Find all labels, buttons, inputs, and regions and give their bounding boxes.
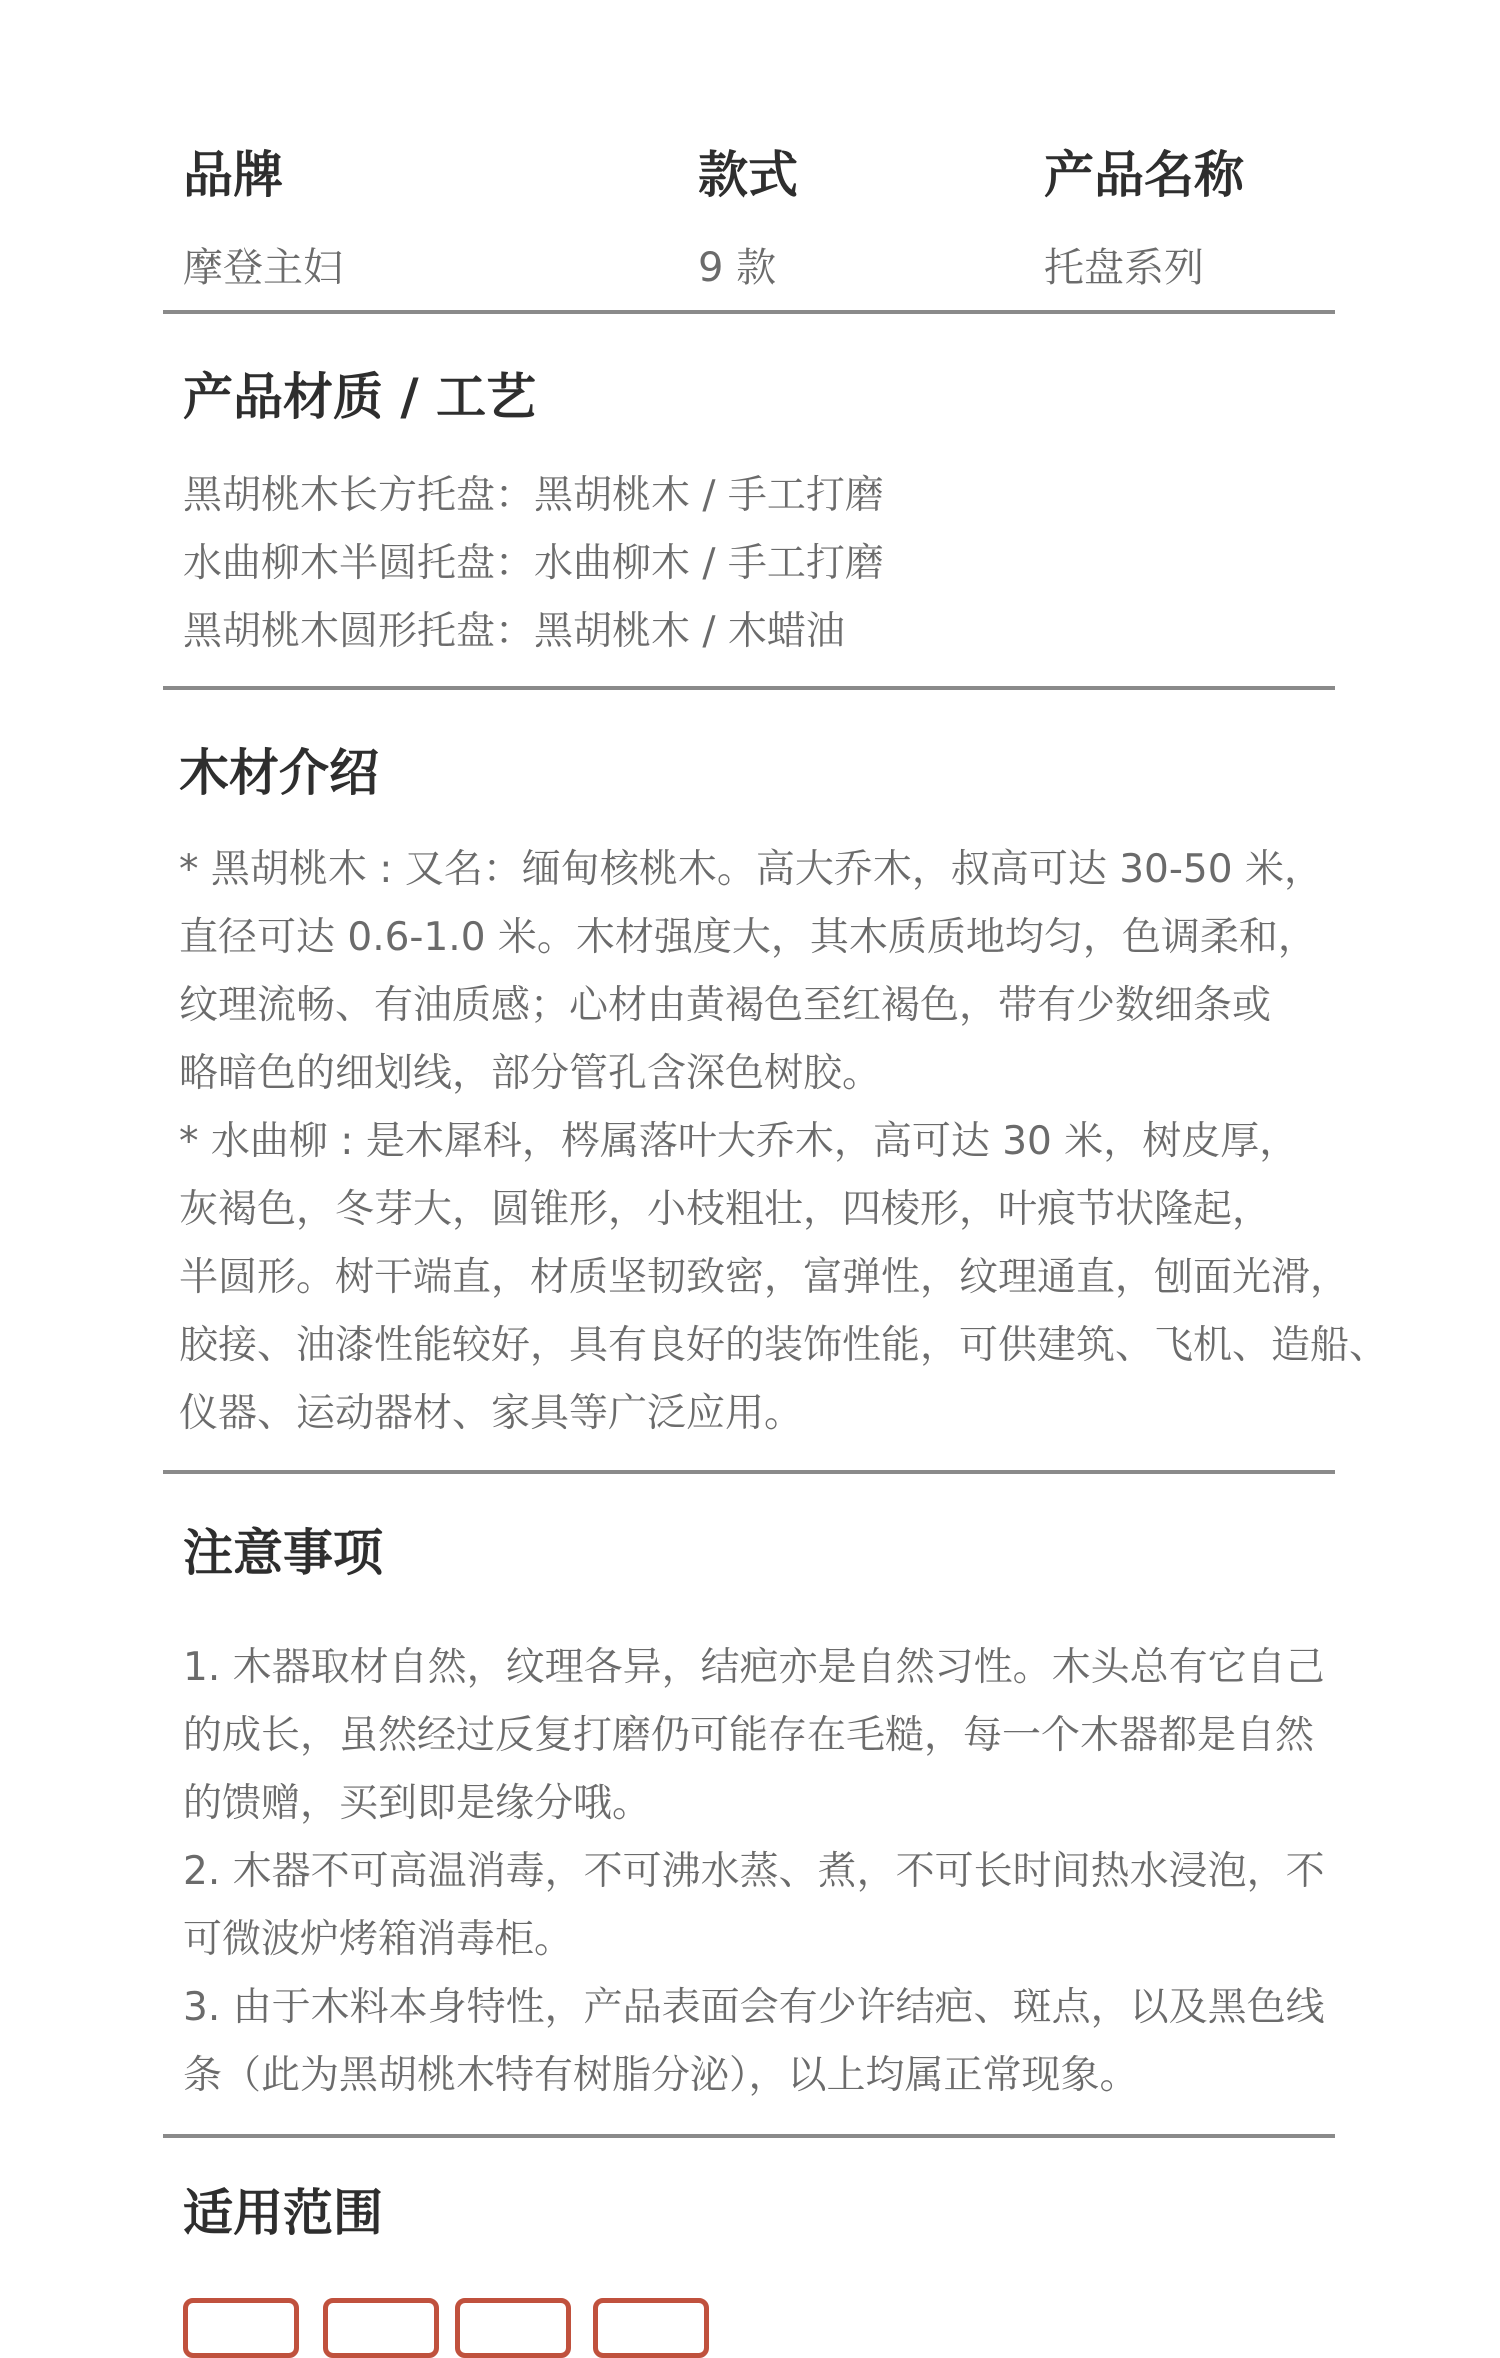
- brand-value: 摩登主妇: [183, 245, 343, 291]
- note-line: 可微波炉烤箱消毒柜。: [183, 1917, 574, 1962]
- material-line: 黑胡桃木长方托盘：黑胡桃木 / 手工打磨: [183, 473, 884, 518]
- divider: [163, 310, 1335, 314]
- no-dishwasher-icon: [183, 2298, 299, 2358]
- style-title: 款式: [698, 146, 798, 204]
- spec-header-row: [163, 140, 1335, 210]
- brand-title: 品牌: [183, 146, 283, 204]
- wood-intro-line: 灰褐色，冬芽大，圆锥形，小枝粗壮，四棱形，叶痕节状隆起，: [179, 1187, 1272, 1232]
- divider: [163, 686, 1335, 690]
- material-section-title: 产品材质 / 工艺: [183, 368, 537, 426]
- wood-intro-line: * 黑胡桃木 : 又名：缅甸核桃木。高大乔木，叔高可达 30-50 米，: [179, 847, 1323, 892]
- wood-intro-section-title: 木材介绍: [179, 744, 379, 802]
- scope-section-title: 适用范围: [183, 2184, 383, 2242]
- note-line: 的成长，虽然经过反复打磨仍可能存在毛糙，每一个木器都是自然: [183, 1713, 1315, 1758]
- divider: [163, 2134, 1335, 2138]
- no-oven-icon: [455, 2298, 571, 2358]
- product-name-value: 托盘系列: [1044, 245, 1204, 291]
- divider: [163, 1470, 1335, 1474]
- note-line: 1. 木器取材自然，纹理各异，结疤亦是自然习性。木头总有它自己: [183, 1645, 1325, 1690]
- wood-intro-line: 直径可达 0.6-1.0 米。木材强度大，其木质质地均匀，色调柔和，: [179, 915, 1317, 960]
- no-sterilizer-icon: [593, 2298, 709, 2358]
- note-line: 的馈赠，买到即是缘分哦。: [183, 1781, 652, 1826]
- material-line: 水曲柳木半圆托盘：水曲柳木 / 手工打磨: [183, 541, 884, 586]
- wood-intro-line: 仪器、运动器材、家具等广泛应用。: [179, 1391, 804, 1436]
- wood-intro-line: 胶接、油漆性能较好，具有良好的装饰性能，可供建筑、飞机、造船、: [179, 1323, 1389, 1368]
- material-list: [183, 462, 1333, 666]
- wood-intro-line: 半圆形。树干端直，材质坚韧致密，富弹性，纹理通直，刨面光滑，: [179, 1255, 1350, 1300]
- note-line: 条（此为黑胡桃木特有树脂分泌），以上均属正常现象。: [183, 2053, 1139, 2098]
- material-line: 黑胡桃木圆形托盘：黑胡桃木 / 木蜡油: [183, 609, 845, 654]
- product-name-title: 产品名称: [1044, 146, 1244, 204]
- wood-intro-line: * 水曲柳 : 是木犀科，梣属落叶大乔木，高可达 30 米，树皮厚，: [179, 1119, 1299, 1164]
- no-microwave-icon: [323, 2298, 439, 2358]
- notes-section-title: 注意事项: [183, 1524, 383, 1582]
- note-line: 3. 由于木料本身特性，产品表面会有少许结疤、斑点，以及黑色线: [183, 1985, 1325, 2030]
- note-line: 2. 木器不可高温消毒，不可沸水蒸、煮，不可长时间热水浸泡，不: [183, 1849, 1325, 1894]
- notes-text: [183, 1634, 1333, 2110]
- wood-intro-line: 略暗色的细划线，部分管孔含深色树胶。: [179, 1051, 882, 1096]
- wood-intro-text: [179, 836, 1389, 1448]
- wood-intro-line: 纹理流畅、有油质感；心材由黄褐色至红褐色，带有少数细条或: [179, 983, 1272, 1028]
- style-value: 9 款: [698, 245, 777, 291]
